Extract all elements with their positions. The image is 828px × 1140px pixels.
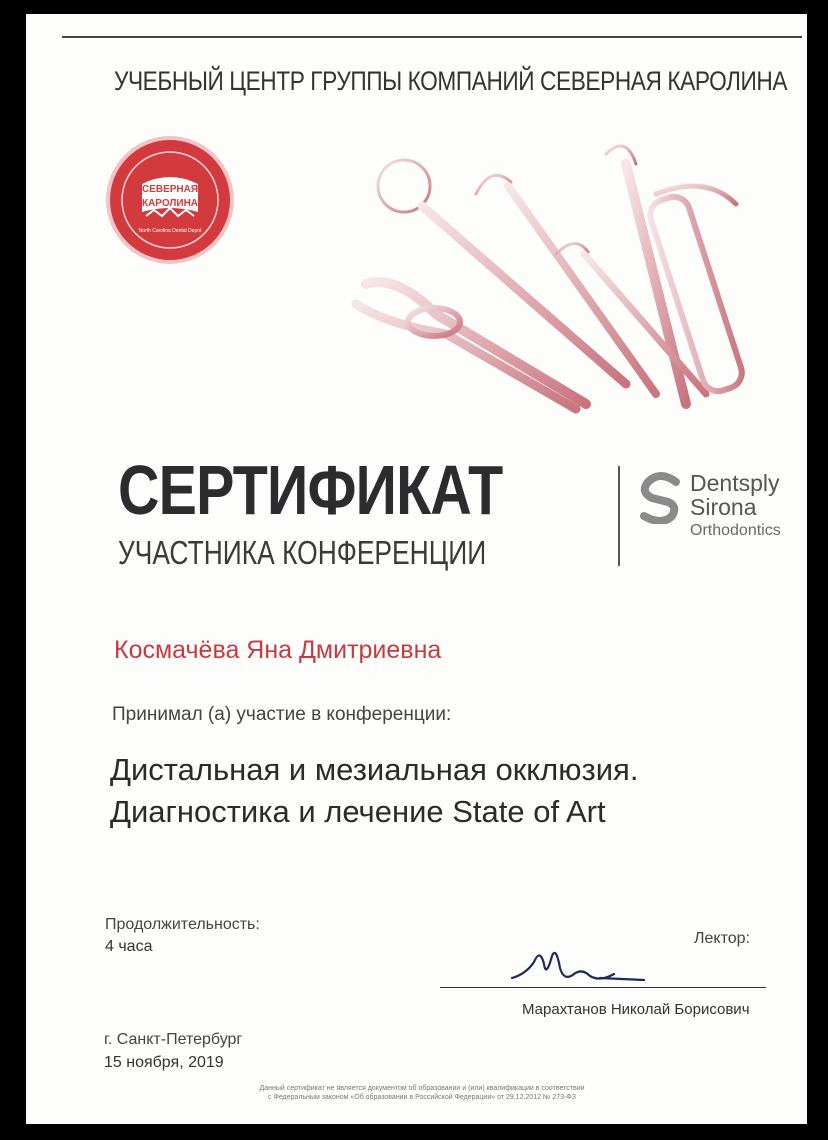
signature-line: [440, 987, 766, 988]
conference-title-line1: Дистальная и мезиальная окклюзия.: [110, 752, 639, 787]
duration-label: Продолжительность:: [105, 916, 260, 933]
certificate-subtitle: УЧАСТНИКА КОНФЕРЕНЦИИ: [118, 534, 487, 571]
dentsply-logo-icon: [638, 472, 682, 524]
place: г. Санкт-Петербург: [104, 1031, 243, 1048]
legal-footnote: [222, 1084, 622, 1102]
lector-label: Лектор:: [694, 930, 750, 947]
conference-title: [110, 749, 638, 833]
partner-name-line1: Dentsply: [690, 470, 780, 496]
seal-caption: North Carolina Dental Depot: [138, 228, 202, 234]
dental-tools-illustration: [326, 134, 766, 414]
seal-line1: СЕВЕРНАЯ: [141, 184, 199, 195]
certificate-sheet: [26, 14, 807, 1124]
footnote-line2: с Федеральным законом «Об образовании в Российской Федерации» от 29.12.2012 № 273-ФЗ: [268, 1094, 576, 1101]
issue-date: 15 ноября, 2019: [104, 1054, 224, 1071]
lector-name: Марахтанов Николай Борисович: [522, 1001, 750, 1018]
conference-title-line2: Диагностика и лечение State of Art: [110, 794, 606, 829]
seal-line2: КАРОЛИНА: [141, 198, 199, 209]
recipient-name: Космачёва Яна Дмитриевна: [114, 636, 442, 664]
seal-emblem: [120, 150, 220, 250]
partner-logo: [638, 466, 807, 556]
certificate-title: СЕРТИФИКАТ: [118, 451, 503, 529]
footnote-line1: Данный сертификат не является документом об образовании и (или) квалификации в соответствии: [259, 1085, 585, 1092]
partner-division: Orthodontics: [690, 522, 781, 539]
partner-divider: [618, 466, 620, 566]
lector-signature: [504, 934, 654, 998]
company-seal: [110, 140, 230, 260]
organization-title: УЧЕБНЫЙ ЦЕНТР ГРУППЫ КОМПАНИЙ СЕВЕРНАЯ КАРОЛИНА: [114, 66, 788, 96]
duration-value: 4 часа: [105, 938, 153, 955]
top-divider: [62, 36, 802, 38]
participation-label: Принимал (а) участие в конференции:: [112, 704, 452, 725]
partner-name-line2: Sirona: [690, 494, 757, 520]
